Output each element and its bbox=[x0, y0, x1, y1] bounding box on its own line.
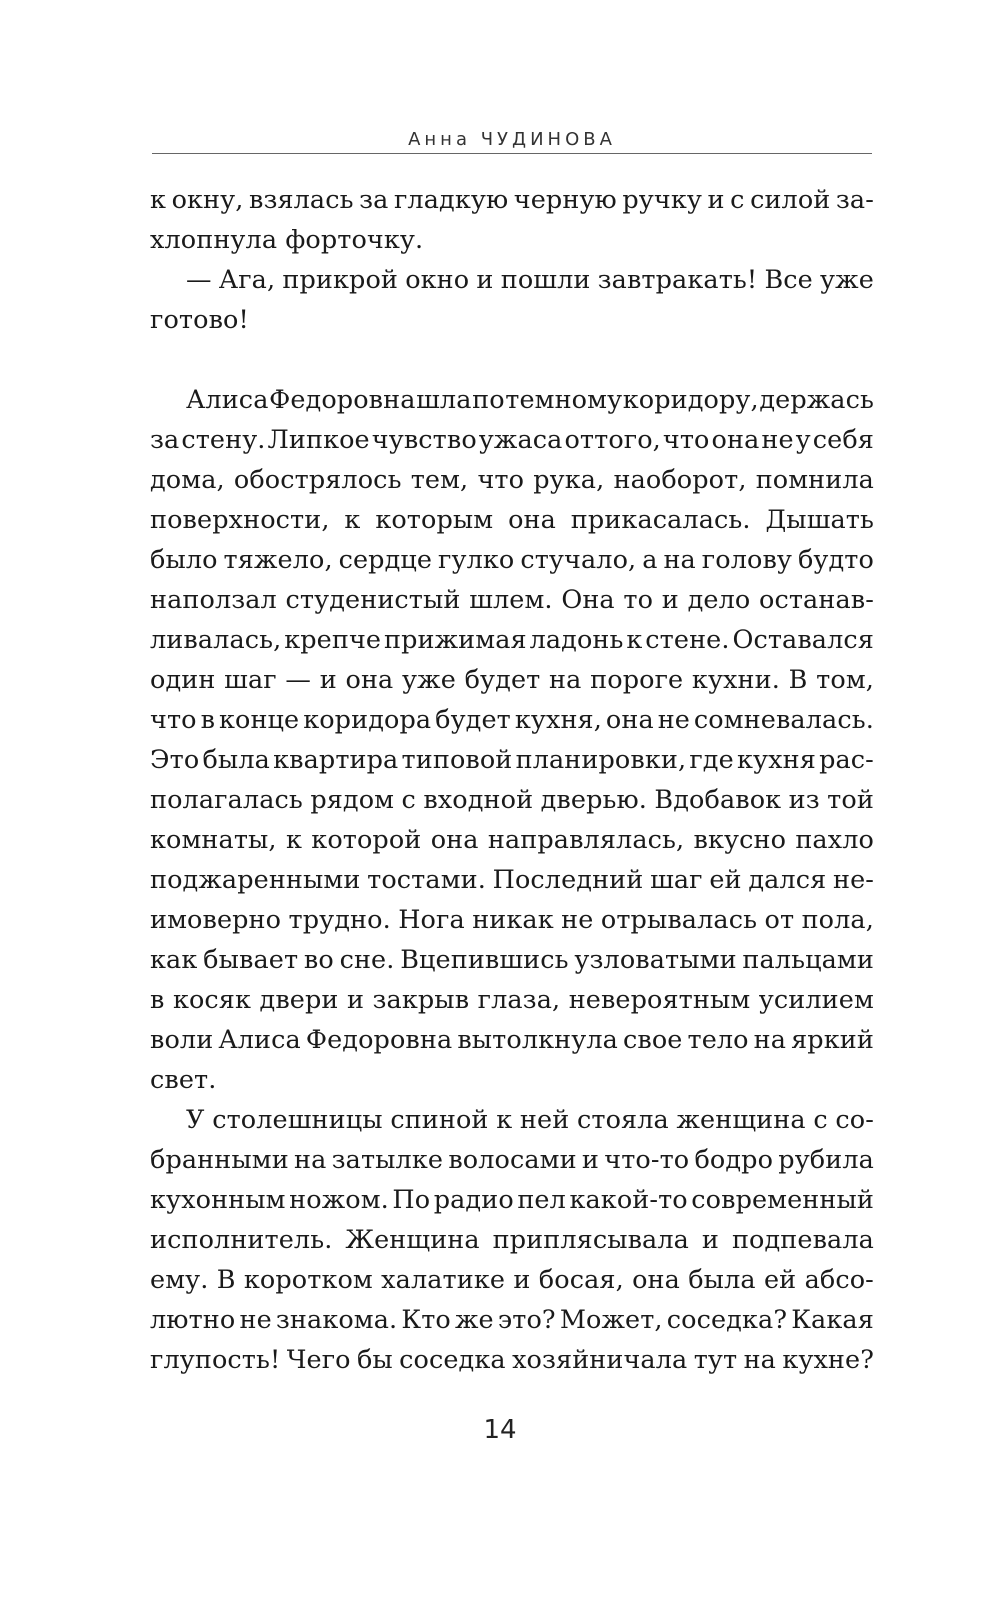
text-line: лютно не знакома. Кто же это? Может, соседка? Какая bbox=[150, 1305, 874, 1335]
text-line: Алиса Федоровна шла по темному коридору, держась bbox=[186, 385, 874, 415]
page-number: 14 bbox=[483, 1415, 517, 1445]
text-line: за стену. Липкое чувство ужаса оттого, что она не у себя bbox=[150, 425, 874, 455]
text-line: имоверно трудно. Нога никак не отрывалась от пола, bbox=[150, 905, 874, 935]
text-line: один шаг — и она уже будет на пороге кухни. В том, bbox=[150, 665, 874, 695]
text-line: готово! bbox=[150, 305, 249, 335]
text-line: в косяк двери и закрыв глаза, невероятным усилием bbox=[150, 985, 874, 1015]
text-line: бранными на затылке волосами и что-то бодро рубила bbox=[150, 1145, 874, 1175]
text-line: Это была квартира типовой планировки, где кухня рас- bbox=[150, 745, 874, 775]
text-line: было тяжело, сердце гулко стучало, а на голову будто bbox=[150, 545, 874, 575]
text-line: дома, обострялось тем, что рука, наоборот, помнила bbox=[150, 465, 874, 495]
text-line: глупость! Чего бы соседка хозяйничала тут на кухне? bbox=[150, 1345, 874, 1375]
text-line: поверхности, к которым она прикасалась. Дышать bbox=[150, 505, 874, 535]
text-line: комнаты, к которой она направлялась, вкусно пахло bbox=[150, 825, 874, 855]
body-text bbox=[150, 180, 874, 1380]
text-line: кухонным ножом. По радио пел какой-то современный bbox=[150, 1185, 874, 1215]
text-line: ливалась, крепче прижимая ладонь к стене. Оставался bbox=[150, 625, 874, 655]
text-line: к окну, взялась за гладкую черную ручку и с силой за- bbox=[150, 185, 874, 215]
text-line: исполнитель. Женщина приплясывала и подпевала bbox=[150, 1225, 874, 1255]
blank-line bbox=[150, 340, 874, 380]
text-line: ему. В коротком халатике и босая, она была ей абсо- bbox=[150, 1265, 874, 1295]
text-line: У столешницы спиной к ней стояла женщина с со- bbox=[186, 1105, 874, 1135]
text-line: как бывает во сне. Вцепившись узловатыми пальцами bbox=[150, 945, 874, 975]
text-line: — Ага, прикрой окно и пошли завтракать! Все уже bbox=[186, 265, 874, 295]
text-line: свет. bbox=[150, 1065, 217, 1095]
running-header: Анна ЧУДИНОВА bbox=[408, 129, 616, 150]
text-line: полагалась рядом с входной дверью. Вдобавок из той bbox=[150, 785, 874, 815]
header-divider bbox=[152, 153, 872, 154]
text-line: воли Алиса Федоровна вытолкнула свое тело на яркий bbox=[150, 1025, 874, 1055]
text-line: что в конце коридора будет кухня, она не сомневалась. bbox=[150, 705, 874, 735]
text-line: поджаренными тостами. Последний шаг ей дался не- bbox=[150, 865, 874, 895]
text-line: наползал студенистый шлем. Она то и дело останав- bbox=[150, 585, 874, 615]
text-line: хлопнула форточку. bbox=[150, 225, 424, 255]
